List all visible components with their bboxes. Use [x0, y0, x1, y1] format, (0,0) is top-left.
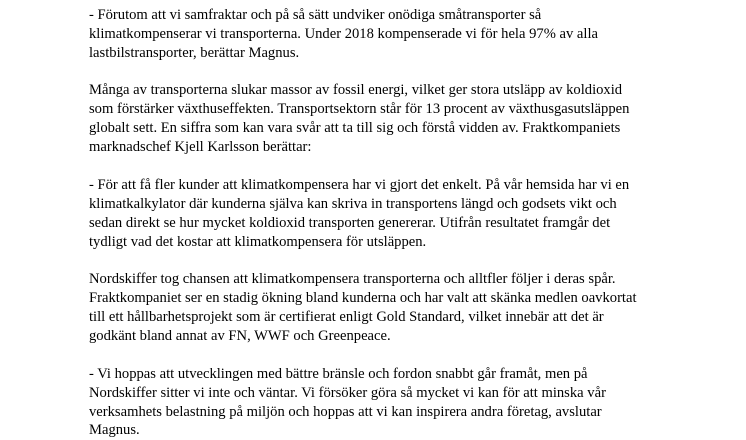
paragraph-1: [89, 6, 679, 63]
text-line: Nordskiffer sitter vi inte och väntar. Vi försöker göra så mycket vi kan för att minska vår: [89, 384, 606, 401]
text-line: verksamhets belastning på miljön och hoppas att vi kan inspirera andra företag, avslutar: [89, 403, 602, 420]
text-line: klimatkalkylator där kunderna själva kan skriva in transportens längd och godsets vikt och: [89, 195, 617, 212]
document-body: [89, 0, 679, 440]
text-line: till ett hållbarhetsprojekt som är certifierat enligt Gold Standard, vilket innebär att det är: [89, 309, 604, 326]
paragraph-3: [89, 176, 679, 252]
text-line: sedan direkt se hur mycket koldioxid transporten genererar. Utifrån resultatet framgår det: [89, 214, 611, 231]
text-line: Fraktkompaniet ser en stadig ökning bland kunderna och har valt att skänka medlen oavkortat: [89, 290, 637, 307]
text-line: Magnus.: [89, 422, 140, 439]
text-line: marknadschef Kjell Karlsson berättar:: [89, 139, 312, 156]
text-line: globalt sett. En siffra som kan vara svår att ta till sig och förstå vidden av. Fraktkompaniets: [89, 120, 621, 137]
paragraph-gap: [89, 251, 679, 270]
paragraph-4: [89, 270, 679, 346]
paragraph-gap: [89, 157, 679, 176]
text-line: klimatkompenserar vi transporterna. Under 2018 kompenserade vi för hela 97% av alla: [89, 25, 598, 42]
text-line: - Vi hoppas att utvecklingen med bättre bränsle och fordon snabbt går framåt, men på: [89, 365, 588, 382]
paragraph-gap: [89, 63, 679, 82]
text-line: - Förutom att vi samfraktar och på så sätt undviker onödiga småtransporter så: [89, 6, 542, 23]
text-line: Nordskiffer tog chansen att klimatkompensera transporterna och alltfler följer i deras spår.: [89, 271, 616, 288]
paragraph-5: [89, 365, 679, 440]
text-line: godkänt bland annat av FN, WWF och Greenpeace.: [89, 328, 391, 345]
paragraph-gap: [89, 346, 679, 365]
text-line: Många av transporterna slukar massor av fossil energi, vilket ger stora utsläpp av koldioxid: [89, 82, 623, 99]
text-line: lastbilstransporter, berättar Magnus.: [89, 44, 300, 61]
text-line: som förstärker växthuseffekten. Transportsektorn står för 13 procent av växthusgasutsläppen: [89, 101, 630, 118]
paragraph-2: [89, 81, 679, 157]
text-line: - För att få fler kunder att klimatkompensera har vi gjort det enkelt. På vår hemsida har vi en: [89, 176, 630, 193]
text-line: tydligt vad det kostar att klimatkompensera för utsläppen.: [89, 233, 427, 250]
